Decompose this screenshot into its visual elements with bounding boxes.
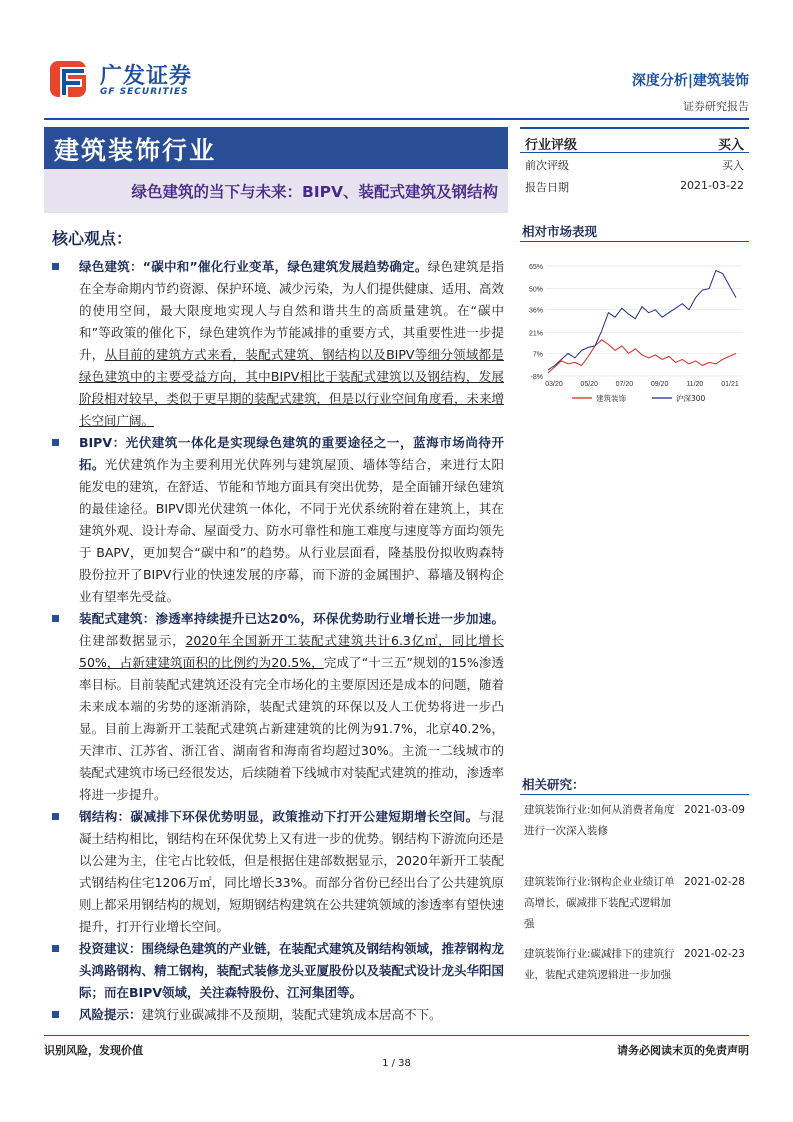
relative-performance-chart — [520, 258, 749, 408]
x-tick-label: 05/20 — [580, 381, 598, 388]
related-item-title[interactable]: 建筑装饰行业:如何从消费者角度进行一次深入装修 — [524, 804, 675, 837]
x-tick-label: 11/20 — [686, 381, 704, 388]
key-point-text: 建筑行业碳减排不及预期，装配式建筑成本居高不下。 — [141, 1007, 442, 1022]
industry-title: 建筑装饰行业 — [54, 136, 217, 165]
industry-banner — [44, 127, 508, 169]
title-box — [44, 127, 508, 213]
header-divider — [44, 118, 749, 120]
chart-grid — [546, 266, 742, 376]
related-item-title[interactable]: 建筑装饰行业:钢构企业业绩订单高增长，碳减排下装配式逻辑加强 — [524, 876, 675, 930]
key-point-text: 住建部数据显示， — [79, 633, 186, 648]
key-point-bold: 绿色建筑：“碳中和”催化行业变革，绿色建筑发展趋势确定。 — [79, 259, 428, 274]
y-tick-label: 65% — [528, 264, 543, 271]
key-point-text: 光伏建筑作为主要利用光伏阵列与建筑屋顶、墙体等结合，来进行太阳能发电的建筑，在舒适、节能和节地方面具有突出优势，是全面铺开绿色建筑的最佳途径。BIPV即光伏建筑一体化，不同于光伏系统附着在建筑上，其在建筑外观、设计寿命、屋面受力、防水可靠性和施工难度与速度等方面均领先于 BAPV，更加契合“碳中和”的趋势。从行业层面看，隆基股份拟收购森特股份拉开了BIPV行业的快速发展的序幕，而下游的金属围护、幕墙及钢构企业有望率先受益。 — [79, 457, 505, 604]
y-tick-label: 21% — [528, 330, 543, 338]
legend-label: 沪深300 — [676, 394, 706, 403]
y-tick-label: -8% — [530, 374, 543, 381]
report-type: 证券研究报告 — [683, 100, 749, 113]
header-right — [632, 70, 749, 114]
key-point-bold: BIPV：光伏建筑一体化是实现绿色建筑的重要途径之一，蓝海市场尚待开拓。 — [79, 435, 504, 472]
y-tick-label: 7% — [532, 351, 543, 359]
x-tick-label: 09/20 — [650, 381, 669, 388]
chart-x-ticks — [545, 381, 739, 388]
key-point-risk — [52, 1004, 504, 1026]
related-heading: 相关研究： — [520, 775, 749, 795]
key-point-investment — [52, 938, 504, 1004]
prev-rating-label: 前次评级 — [525, 159, 569, 172]
key-point-prefab — [52, 608, 504, 806]
key-point-bold: 投资建议：围绕绿色建筑的产业链，在装配式建筑及钢结构领域，推荐钢构龙头鸿路钢构、精工钢构，装配式装修龙头亚厦股份以及装配式设计龙头华阳国际；而在BIPV领域，关注森特股份、江河集团等。 — [79, 941, 505, 1000]
chart-series — [548, 271, 736, 374]
key-point-underline: 从目前的建筑方式来看，装配式建筑、钢结构以及BIPV等细分领域都是绿色建筑中的主要受益方向，其中BIPV相比于装配式建筑以及钢结构，发展阶段相对较早，类似于更早期的装配式建筑，但是以行业空间角度看，未来增长空间广阔。 — [79, 347, 505, 428]
company-logo — [48, 57, 208, 101]
rating-row — [520, 127, 749, 153]
chart-heading: 相对市场表现 — [520, 222, 749, 242]
bullet-icon — [52, 945, 59, 952]
rating-label: 行业评级 — [525, 138, 578, 153]
bullet-icon — [52, 615, 59, 622]
related-item[interactable] — [520, 944, 749, 1016]
footer-disclaimer: 请务必阅读末页的免责声明 — [617, 1044, 749, 1057]
rating-value: 买入 — [717, 138, 744, 153]
report-category: 深度分析|建筑装饰 — [631, 73, 749, 89]
legend-label: 建筑装饰 — [596, 394, 626, 403]
related-item[interactable] — [520, 800, 749, 872]
key-points-body — [52, 256, 504, 1026]
chart-y-ticks — [529, 264, 543, 381]
key-point-bold: 装配式建筑：渗透率持续提升已达20%，环保优势助行业增长进一步加速。 — [79, 611, 504, 626]
report-date-value: 2021-03-22 — [680, 179, 744, 192]
x-tick-label: 07/20 — [615, 381, 634, 388]
page-number: 1 / 38 — [382, 1058, 411, 1069]
bullet-icon — [52, 439, 59, 446]
gf-logo-icon — [48, 57, 92, 101]
prev-rating-value: 买入 — [722, 159, 744, 172]
key-point-underline: 2020年全国新开工装配式建筑共计6.3亿㎡，同比增长50%，占新建建筑面积的比例约为20.5%， — [79, 633, 504, 670]
footer-slogan: 识别风险，发现价值 — [44, 1044, 143, 1057]
x-tick-label: 03/20 — [545, 381, 563, 388]
logo-english-name: GF SECURITIES — [100, 87, 189, 97]
chart-legend — [572, 393, 706, 403]
related-item[interactable] — [520, 872, 749, 944]
report-date-row — [520, 175, 749, 197]
related-item-date: 2021-02-28 — [683, 876, 745, 888]
y-tick-label: 50% — [528, 286, 543, 294]
key-point-steel — [52, 806, 504, 938]
key-point-text: 与混凝土结构相比，钢结构在环保优势上又有进一步的优势。钢结构下游流向还是以公建为主，住宅占比较低，但是根据住建部数据显示，2020年新开工装配式钢结构住宅1206万㎡，同比增长33%。而部分省份已经出台了公共建筑原则上都采用钢结构的规划，短期钢结构建筑在公共建筑领域的渗透率有望快速提升，打开行业增长空间。 — [79, 809, 505, 934]
logo-chinese-name: 广发证券 — [100, 64, 193, 89]
key-point-text: 绿色建筑是指在全寿命期内节约资源、保护环境、减少污染，为人们提供健康、适用、高效的使用空间，最大限度地实现人与自然和谐共生的高质量建筑。在“碳中和”等政策的催化下，绿色建筑作为节能减排的重要方式，其重要性进一步提升， — [79, 259, 505, 362]
related-item-date: 2021-03-09 — [683, 804, 745, 816]
bullet-icon — [52, 263, 59, 270]
key-points-heading: 核心观点： — [52, 229, 133, 248]
related-research-list — [520, 800, 749, 1016]
related-item-date: 2021-02-23 — [683, 948, 745, 960]
footer-divider — [44, 1035, 749, 1036]
rating-panel — [520, 127, 749, 197]
bullet-icon — [52, 813, 59, 820]
key-point-tail: 完成了“十三五”规划的15%渗透率目标。目前装配式建筑还没有完全市场化的主要原因还是成本的问题，随着未来成本端的劣势的逐渐消除，装配式建筑的环保以及人工优势将进一步凸显。目前上海新开工装配式建筑占新建建筑的比例为91.7%，北京40.2%，天津市、江苏省、浙江省、湖南省和海南省均超过30%。主流一二线城市的装配式建筑市场已经很发达，后续随着下线城市对装配式建筑的推动，渗透率将进一步提升。 — [79, 655, 505, 802]
key-point-bold: 风险提示： — [79, 1007, 142, 1022]
y-tick-label: 36% — [528, 307, 543, 315]
related-item-title[interactable]: 建筑装饰行业:碳减排下的建筑行业，装配式建筑逻辑进一步加强 — [524, 948, 675, 981]
key-point-bipv — [52, 432, 504, 608]
report-title: 绿色建筑的当下与未来：BIPV、装配式建筑及钢结构 — [131, 183, 498, 201]
report-date-label: 报告日期 — [525, 181, 569, 194]
prev-rating-row — [520, 153, 749, 175]
bullet-icon — [52, 1011, 59, 1018]
key-point-bold: 钢结构：碳减排下环保优势明显，政策推动下打开公建短期增长空间。 — [79, 809, 479, 824]
x-tick-label: 01/21 — [721, 381, 739, 388]
key-point-green-building — [52, 256, 504, 432]
